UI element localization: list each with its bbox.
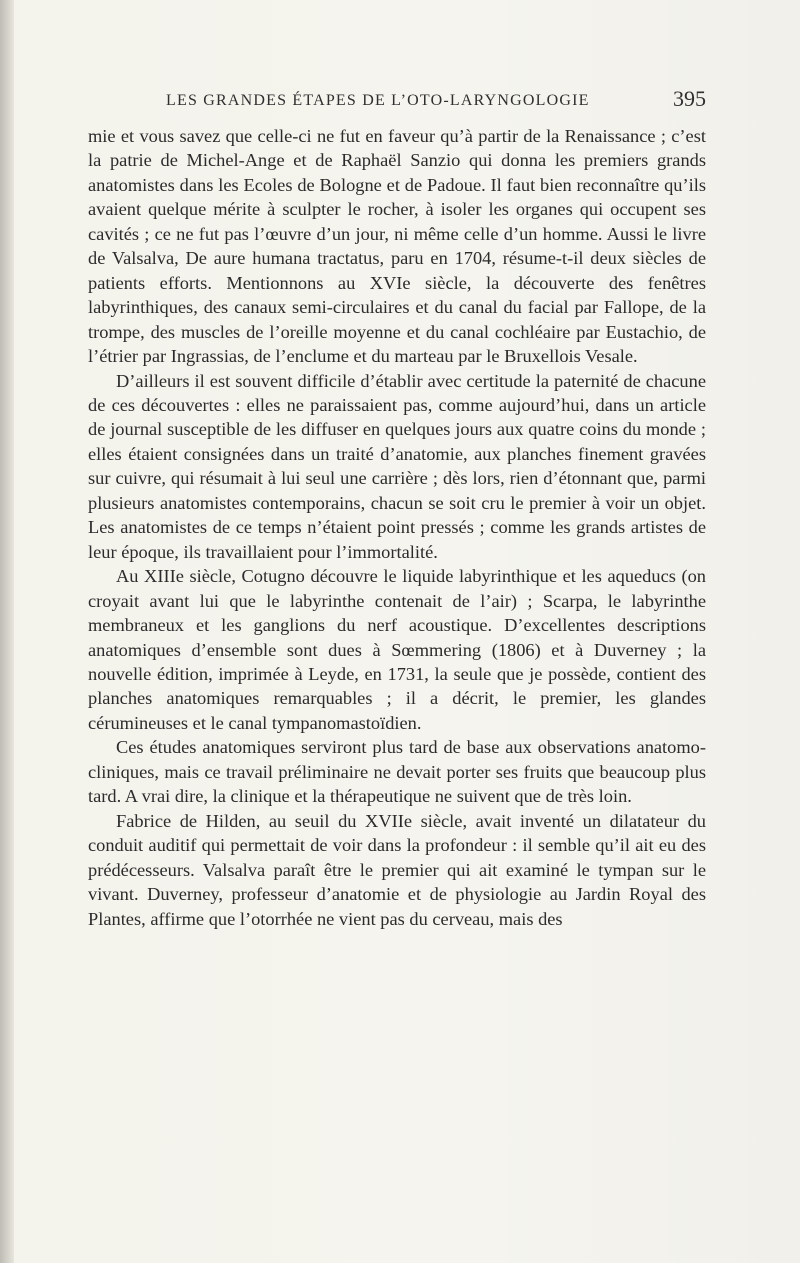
page-header: [88, 88, 706, 118]
running-title: LES GRANDES ÉTAPES DE L’OTO-LARYNGOLOGIE: [166, 92, 590, 109]
book-spine-shadow: [0, 0, 14, 1263]
body-text: [88, 124, 706, 931]
paragraph-2: D’ailleurs il est souvent difficile d’établir avec certitude la paternité de chacune de ces découvertes : elles ne paraissaient pas, comme aujourd’hui, dans un article de journal susceptible de les diffuser en quelques jours aux quatre coins du monde ; elles étaient consignées dans un traité d’anatomie, aux planches finement gravées sur cuivre, qui résumait à lui seul une carrière ; dès lors, rien d’étonnant que, parmi plusieurs anatomistes contemporains, chacun se soit cru le premier à voir un objet. Les anatomistes de ce temps n’étaient point pressés ; comme les grands artistes de leur époque, ils travaillaient pour l’immortalité.: [88, 370, 706, 562]
paragraph-1: mie et vous savez que celle-ci ne fut en faveur qu’à partir de la Renaissance ; c’est la patrie de Michel-Ange et de Raphaël Sanzio qui donna les premiers grands anatomistes dans les Ecoles de Bologne et de Padoue. Il faut bien reconnaître qu’ils avaient quelque mérite à sculpter le rocher, à isoler les organes qui occupent ses cavités ; ce ne fut pas l’œuvre d’un jour, ni même celle d’un homme. Aussi le livre de Valsalva, De aure humana tractatus, paru en 1704, résume-t-il deux siècles de patients efforts. Mentionnons au XVIe siècle, la découverte des fenêtres labyrinthiques, des canaux semi-circulaires et du canal du facial par Fallope, de la trompe, des muscles de l’oreille moyenne et du canal cochléaire par Eustachio, de l’étrier par Ingrassias, de l’enclume et du marteau par le Bruxellois Vesale.: [88, 126, 706, 367]
paragraph-4: Ces études anatomiques serviront plus tard de base aux observations anatomo-cliniques, mais ce travail préliminaire ne devait porter ses fruits que beaucoup plus tard. A vrai dire, la clinique et la thérapeutique ne suivent que de très loin.: [88, 737, 706, 807]
paragraph-5: Fabrice de Hilden, au seuil du XVIIe siècle, avait inventé un dilatateur du conduit auditif qui permettait de voir dans la profondeur : il semble qu’il ait eu des prédécesseurs. Valsalva paraît être le premier qui ait examiné le tympan sur le vivant. Duverney, professeur d’anatomie et de physiologie au Jardin Royal des Plantes, affirme que l’otorrhée ne vient pas du cerveau, mais des: [88, 810, 706, 929]
page-number: 395: [673, 86, 706, 111]
paragraph-3: Au XIIIe siècle, Cotugno découvre le liquide labyrinthique et les aqueducs (on croyait avant lui que le labyrinthe contenait de l’air) ; Scarpa, le labyrinthe membraneux et les ganglions du nerf acoustique. D’excellentes descriptions anatomiques d’ensemble sont dues à Sœmmering (1806) et à Duverney ; la nouvelle édition, imprimée à Leyde, en 1731, la seule que je possède, contient des planches anatomiques remarquables ; il a décrit, le premier, les glandes cérumineuses et le canal tympanomastoïdien.: [88, 566, 706, 733]
